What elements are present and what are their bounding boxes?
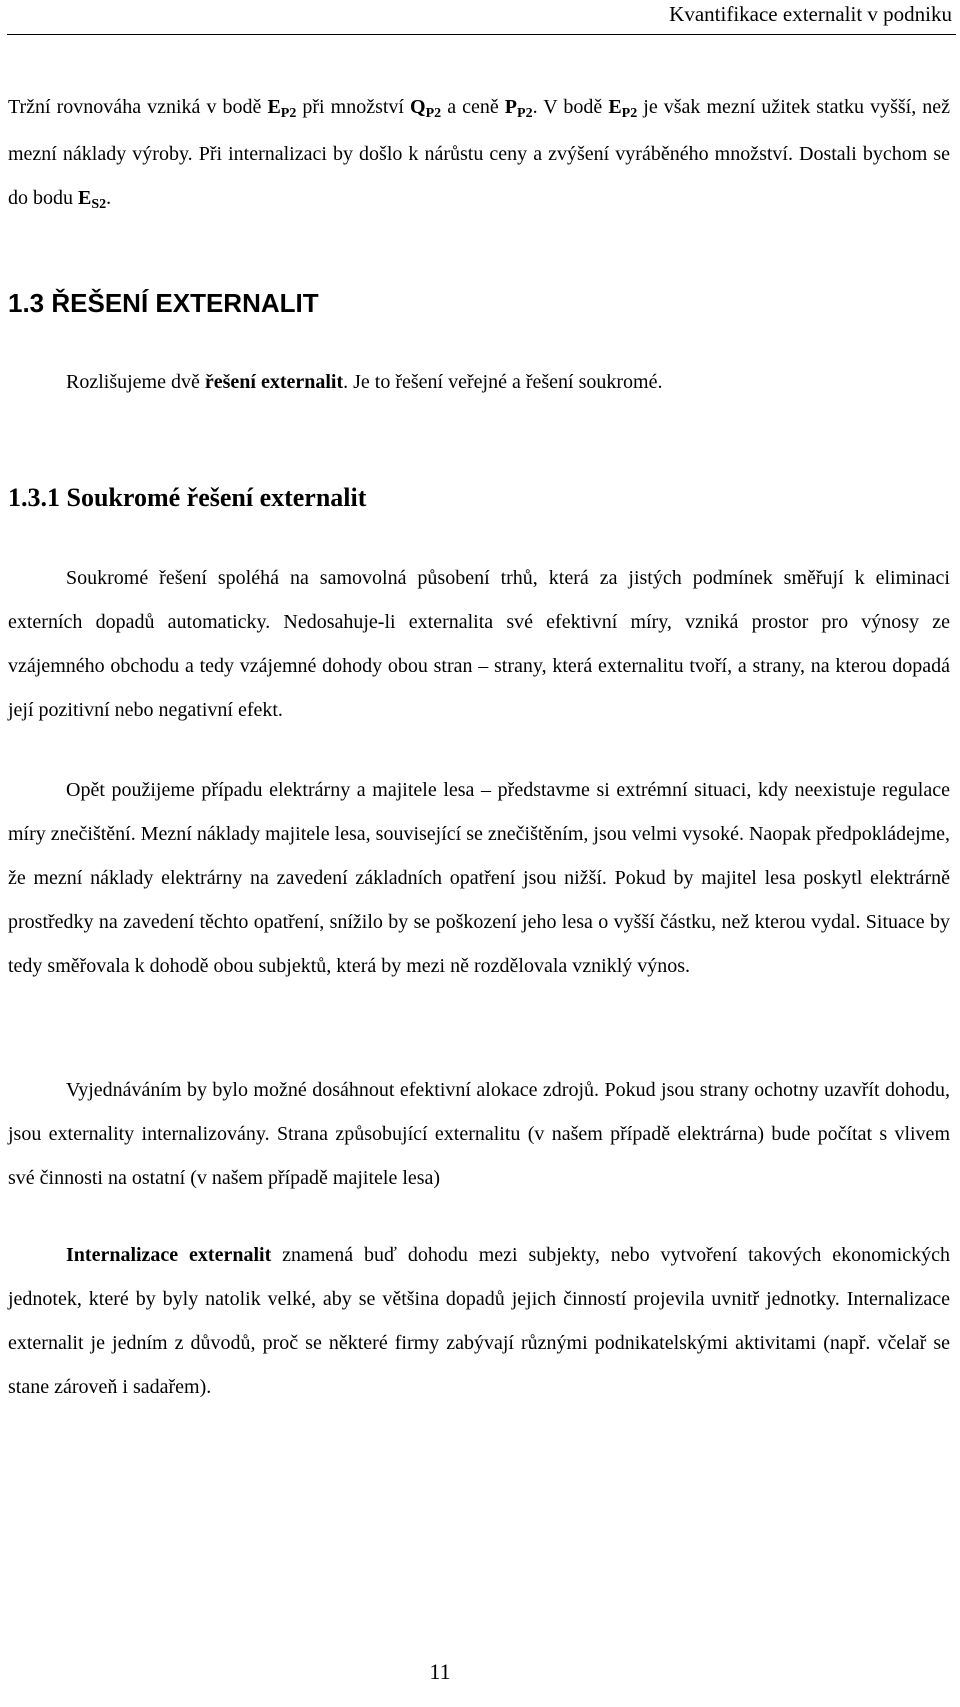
bold-term-internalizace: Internalizace externalit: [66, 1244, 272, 1266]
paragraph-vyjednavani: Vyjednáváním by bylo možné dosáhnout efektivní alokace zdrojů. Pokud jsou strany ochotny uzavřít dohodu, jsou externality internalizovány. Strana způsobující externalitu (v našem případě elektrárna) bude počítat s vlivem své činnosti na ostatní (v našem případě majitele lesa): [8, 1079, 950, 1189]
running-header: Kvantifikace externalit v podniku: [669, 2, 952, 26]
bold-term-reseni-externalit: řešení externalit: [204, 371, 344, 393]
point-e-p2-label: $E_{P2}$: [267, 96, 297, 121]
intro-text-2: při množství: [296, 96, 411, 118]
price-p-p2-label: $P_{P2}$: [504, 96, 533, 121]
header-divider: [7, 34, 956, 35]
intro-text-5: je však mezní užitek statku vyšší, než mezní náklady výroby. Při internalizaci by došlo k nárůstu ceny a zvýšení vyráběného množství. Dostali bychom se do bodu: [8, 96, 950, 209]
point-e-p2-label-second: $E_{P2}$: [608, 96, 638, 121]
intro-text-4: . V bodě: [532, 96, 609, 118]
intro-paragraph: [8, 85, 950, 223]
paragraph-internalizace: Internalizace externalit znamená buď dohodu mezi subjekty, nebo vytvoření takových ekonomických jednotek, které by byly natolik velké, aby se většina dopadů jejich činností projevila uvnitř jednotky. Internalizace externalit je jedním z důvodů, proč se některé firmy zabývají různými podnikatelskými aktivitami (např. včelař se stane zároveň i sadařem).: [8, 1244, 951, 1398]
intro-text-6: .: [106, 187, 112, 209]
section-heading-1-3: 1.3 ŘEŠENÍ EXTERNALIT: [8, 288, 319, 318]
section-heading-1-3-1: 1.3.1 Soukromé řešení externalit: [8, 483, 367, 512]
page-number: 11: [429, 1659, 451, 1684]
point-e-s2-label: $E_{S2}$: [78, 187, 107, 212]
intro-text-1: Tržní rovnováha vzniká v bodě: [8, 96, 268, 118]
intro-text-3: a ceně: [441, 96, 505, 118]
paragraph-elektrarna-example: Opět použijeme případu elektrárny a majitele lesa – představme si extrémní situaci, kdy neexistuje regulace míry znečištění. Mezní náklady majitele lesa, související se znečištěním, jsou velmi vysoké. Naopak předpokládejme, že mezní náklady elektrárny na zavedení základních opatření jsou nižší. Pokud by majitel lesa poskytl elektrárně prostředky na zavedení těchto opatření, snížilo by se poškození jeho lesa o vyšší částku, než kterou vydal. Situace by tedy směřovala k dohodě obou subjektů, která by mezi ně rozdělovala vzniklý výnos.: [8, 779, 950, 977]
paragraph-soukrome-reseni: Soukromé řešení spoléhá na samovolná působení trhů, která za jistých podmínek směřují k eliminaci externích dopadů automaticky. Nedosahuje-li externalita své efektivní míry, vzniká prostor pro výnosy ze vzájemného obchodu a tedy vzájemné dohody obou stran – strany, která externalitu tvoří, a strany, na kterou dopadá její pozitivní nebo negativní efekt.: [8, 567, 950, 721]
section-1-3-intro: Rozlišujeme dvě řešení externalit. Je to řešení veřejné a řešení soukromé.: [66, 371, 663, 393]
quantity-q-p2-label: $Q_{P2}$: [410, 96, 442, 121]
